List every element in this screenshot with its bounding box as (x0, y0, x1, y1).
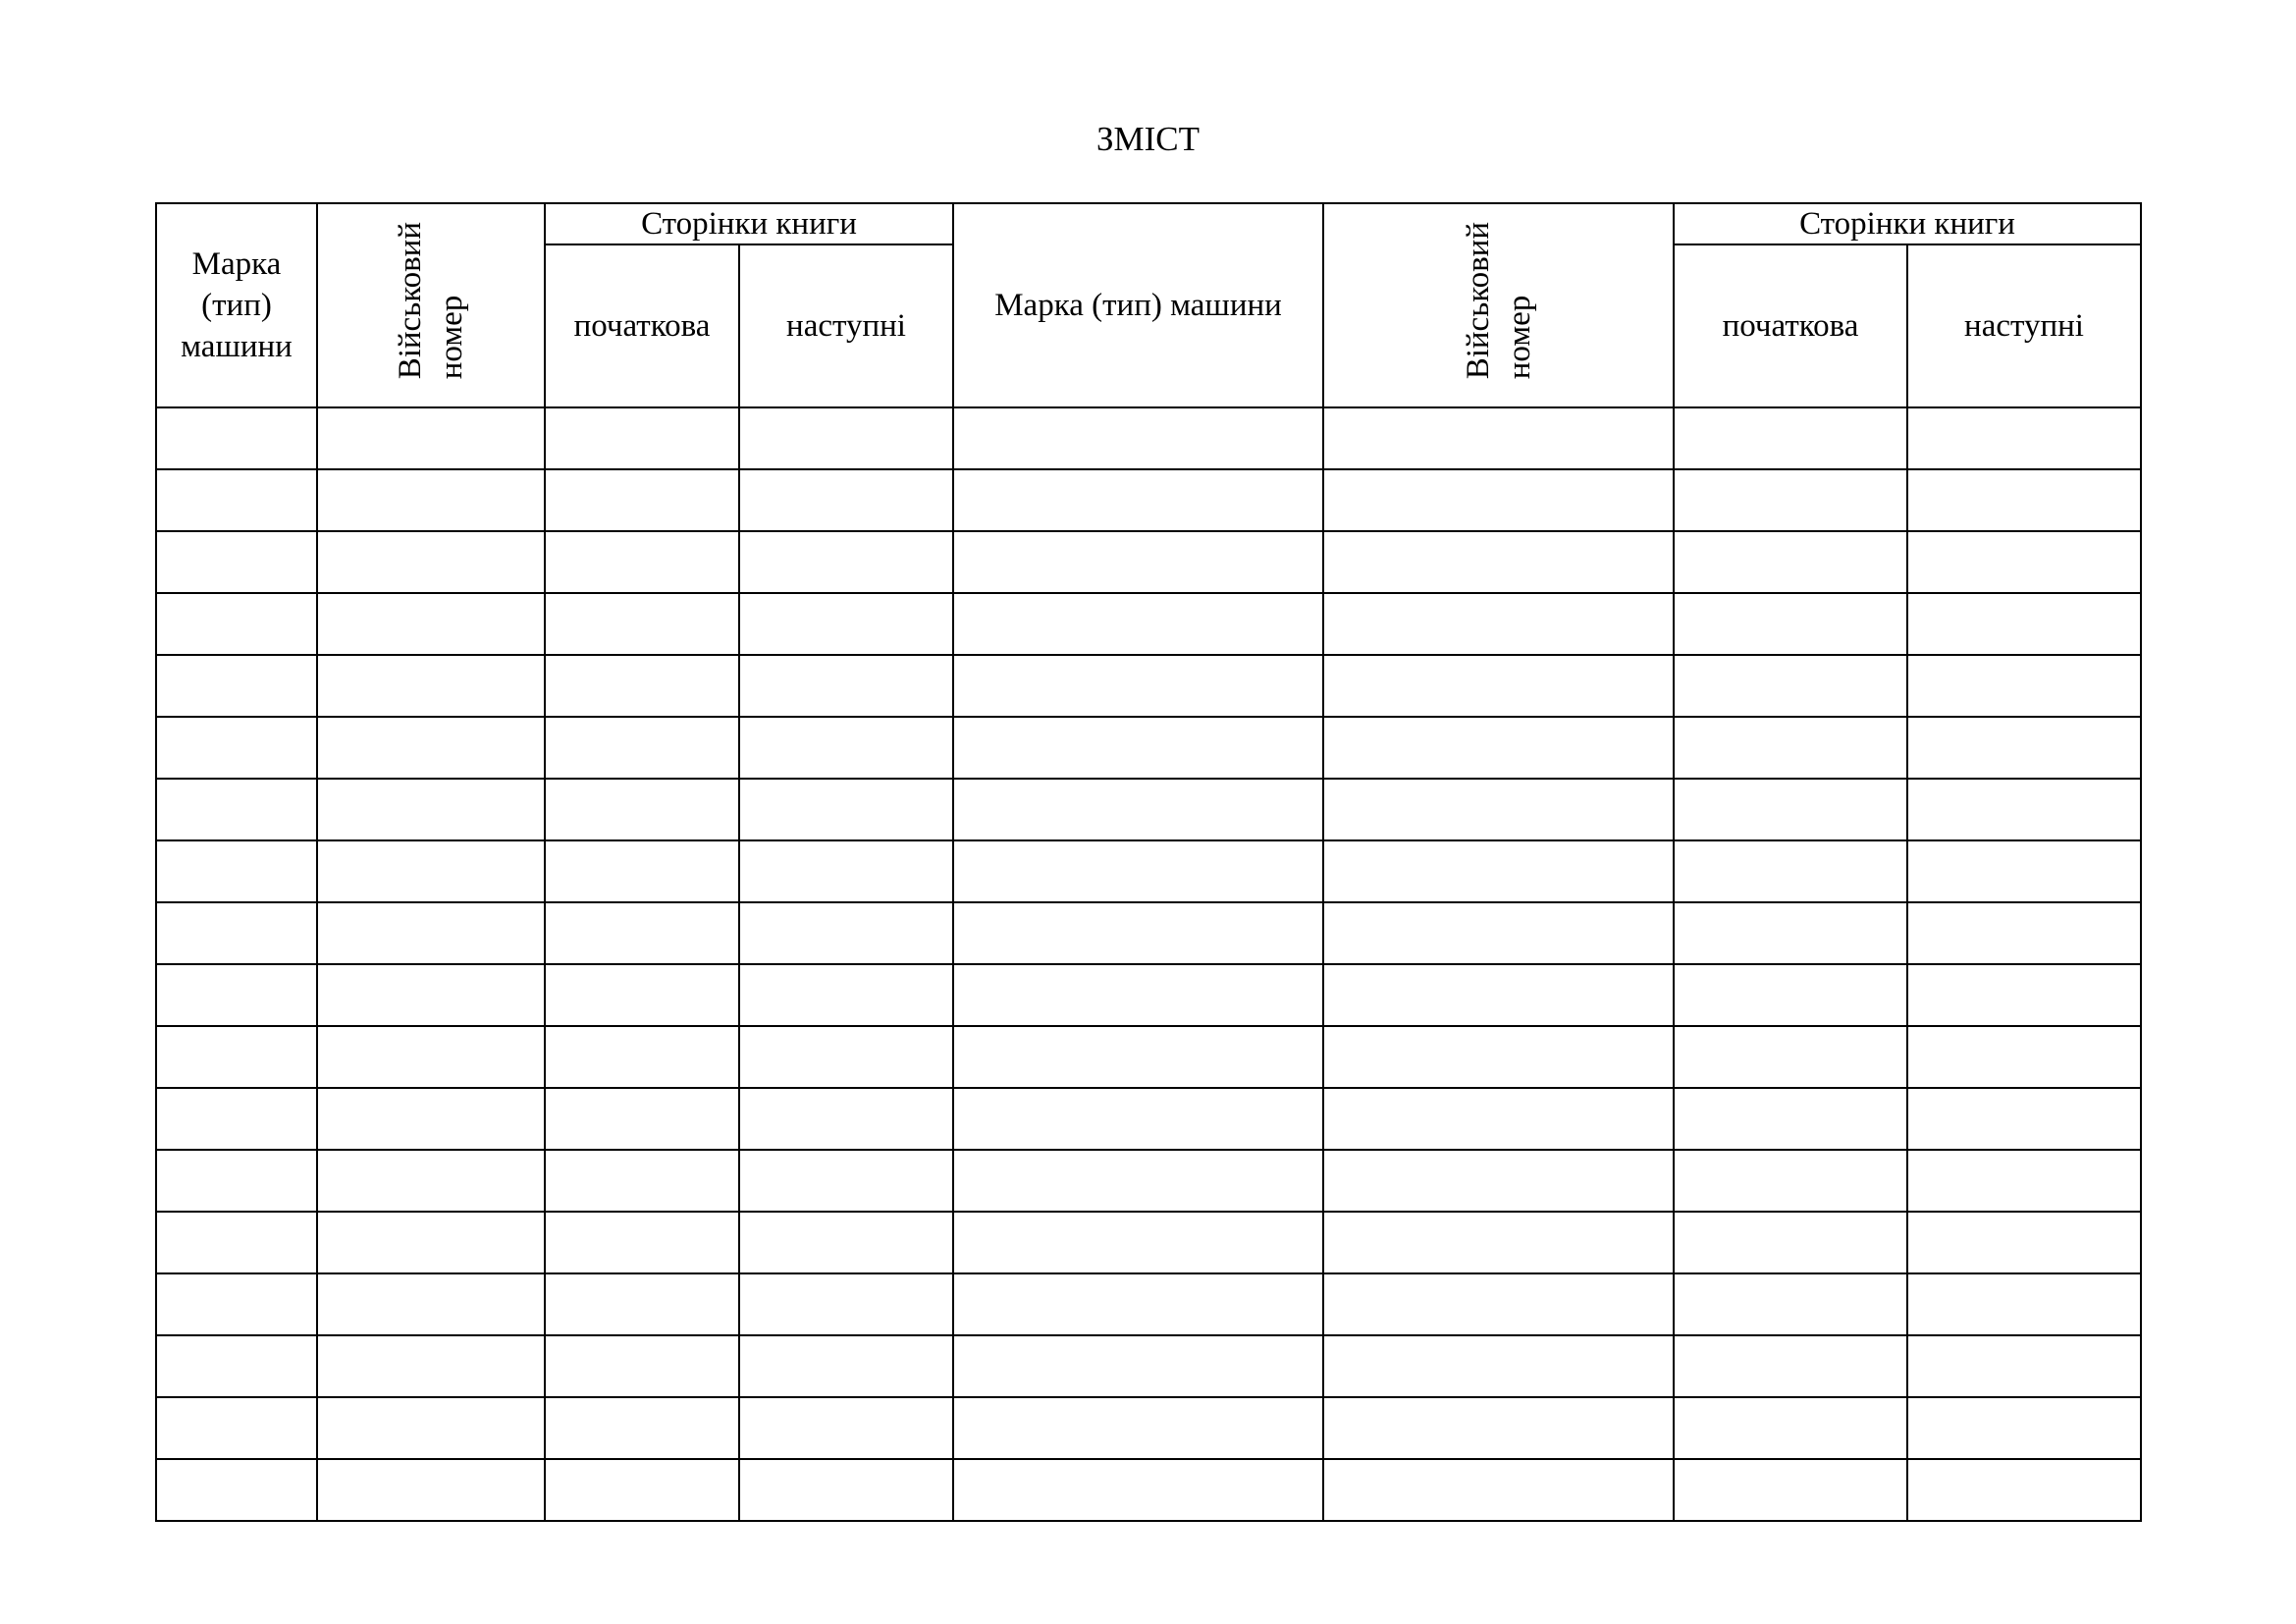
cell-initial-page-left[interactable] (545, 1150, 739, 1212)
cell-initial-page-right[interactable] (1674, 1212, 1907, 1273)
cell-brand-left[interactable] (156, 1459, 317, 1521)
cell-military-number-left[interactable] (317, 1026, 545, 1088)
cell-military-number-right[interactable] (1323, 1088, 1674, 1150)
table-row (156, 407, 2141, 469)
cell-brand-left[interactable] (156, 1212, 317, 1273)
cell-next-pages-right[interactable] (1907, 1335, 2141, 1397)
cell-military-number-right[interactable] (1323, 1397, 1674, 1459)
cell-military-number-left[interactable] (317, 1088, 545, 1150)
cell-next-pages-right[interactable] (1907, 1273, 2141, 1335)
cell-next-pages-left[interactable] (739, 1212, 953, 1273)
header-initial-left: початкова (545, 244, 739, 407)
cell-initial-page-right[interactable] (1674, 1150, 1907, 1212)
cell-brand-right[interactable] (953, 1026, 1323, 1088)
cell-military-number-right[interactable] (1323, 1150, 1674, 1212)
table-row (156, 964, 2141, 1026)
cell-brand-left[interactable] (156, 964, 317, 1026)
cell-military-number-right[interactable] (1323, 655, 1674, 717)
cell-initial-page-left[interactable] (545, 531, 739, 593)
cell-brand-left[interactable] (156, 1397, 317, 1459)
cell-military-number-left[interactable] (317, 655, 545, 717)
cell-next-pages-left[interactable] (739, 407, 953, 469)
header-next-right: наступні (1907, 244, 2141, 407)
cell-next-pages-right[interactable] (1907, 717, 2141, 779)
cell-brand-left[interactable] (156, 1026, 317, 1088)
table-row (156, 1150, 2141, 1212)
cell-military-number-right[interactable] (1323, 1335, 1674, 1397)
cell-military-number-right[interactable] (1323, 717, 1674, 779)
cell-next-pages-right[interactable] (1907, 407, 2141, 469)
cell-next-pages-left[interactable] (739, 1459, 953, 1521)
table-row (156, 469, 2141, 531)
cell-military-number-right[interactable] (1323, 593, 1674, 655)
cell-brand-left[interactable] (156, 593, 317, 655)
cell-next-pages-right[interactable] (1907, 469, 2141, 531)
header-row-top (156, 203, 2141, 244)
header-brand-left (156, 203, 317, 407)
cell-initial-page-left[interactable] (545, 1335, 739, 1397)
cell-military-number-right[interactable] (1323, 964, 1674, 1026)
cell-brand-right[interactable] (953, 1335, 1323, 1397)
table-row (156, 1335, 2141, 1397)
cell-initial-page-right[interactable] (1674, 1026, 1907, 1088)
cell-next-pages-left[interactable] (739, 902, 953, 964)
cell-next-pages-left[interactable] (739, 531, 953, 593)
table-row (156, 531, 2141, 593)
cell-next-pages-left[interactable] (739, 1088, 953, 1150)
table-row (156, 1088, 2141, 1150)
cell-brand-left[interactable] (156, 1150, 317, 1212)
cell-military-number-left[interactable] (317, 469, 545, 531)
cell-military-number-right[interactable] (1323, 469, 1674, 531)
cell-initial-page-left[interactable] (545, 1459, 739, 1521)
cell-next-pages-left[interactable] (739, 1335, 953, 1397)
cell-next-pages-left[interactable] (739, 1273, 953, 1335)
cell-military-number-left[interactable] (317, 964, 545, 1026)
cell-next-pages-right[interactable] (1907, 593, 2141, 655)
cell-initial-page-left[interactable] (545, 593, 739, 655)
cell-initial-page-right[interactable] (1674, 469, 1907, 531)
table-row (156, 1212, 2141, 1273)
cell-military-number-right[interactable] (1323, 1273, 1674, 1335)
cell-brand-left[interactable] (156, 1088, 317, 1150)
cell-brand-right[interactable] (953, 964, 1323, 1026)
cell-initial-page-right[interactable] (1674, 964, 1907, 1026)
table-row (156, 717, 2141, 779)
cell-initial-page-left[interactable] (545, 1088, 739, 1150)
cell-brand-right[interactable] (953, 1459, 1323, 1521)
cell-brand-right[interactable] (953, 840, 1323, 902)
table-row (156, 902, 2141, 964)
cell-brand-right[interactable] (953, 531, 1323, 593)
header-next-left: наступні (739, 244, 953, 407)
cell-brand-right[interactable] (953, 655, 1323, 717)
cell-brand-right[interactable] (953, 1212, 1323, 1273)
cell-brand-right[interactable] (953, 717, 1323, 779)
cell-initial-page-left[interactable] (545, 902, 739, 964)
cell-next-pages-left[interactable] (739, 964, 953, 1026)
cell-brand-right[interactable] (953, 407, 1323, 469)
cell-next-pages-right[interactable] (1907, 1212, 2141, 1273)
cell-initial-page-left[interactable] (545, 1026, 739, 1088)
cell-initial-page-right[interactable] (1674, 717, 1907, 779)
cell-military-number-right[interactable] (1323, 531, 1674, 593)
cell-next-pages-right[interactable] (1907, 964, 2141, 1026)
cell-initial-page-left[interactable] (545, 407, 739, 469)
cell-military-number-left[interactable] (317, 1397, 545, 1459)
cell-military-number-right[interactable] (1323, 1026, 1674, 1088)
cell-next-pages-right[interactable] (1907, 1397, 2141, 1459)
cell-initial-page-right[interactable] (1674, 1088, 1907, 1150)
table-row (156, 840, 2141, 902)
cell-military-number-left[interactable] (317, 1459, 545, 1521)
cell-next-pages-right[interactable] (1907, 1459, 2141, 1521)
cell-brand-left[interactable] (156, 902, 317, 964)
cell-initial-page-left[interactable] (545, 1212, 739, 1273)
cell-military-number-left[interactable] (317, 902, 545, 964)
cell-brand-left[interactable] (156, 1273, 317, 1335)
cell-next-pages-left[interactable] (739, 1397, 953, 1459)
cell-military-number-right[interactable] (1323, 779, 1674, 840)
cell-brand-right[interactable] (953, 469, 1323, 531)
cell-military-number-left[interactable] (317, 531, 545, 593)
cell-brand-right[interactable] (953, 902, 1323, 964)
cell-initial-page-left[interactable] (545, 717, 739, 779)
header-military-number-left (317, 203, 545, 407)
table-row (156, 1273, 2141, 1335)
cell-brand-right[interactable] (953, 779, 1323, 840)
cell-initial-page-left[interactable] (545, 469, 739, 531)
header-pages-left: Сторінки книги (545, 203, 953, 244)
header-military-number-left-label: Військовий номер (393, 221, 469, 380)
cell-initial-page-left[interactable] (545, 779, 739, 840)
cell-next-pages-right[interactable] (1907, 840, 2141, 902)
cell-brand-left[interactable] (156, 655, 317, 717)
cell-next-pages-right[interactable] (1907, 902, 2141, 964)
cell-brand-right[interactable] (953, 593, 1323, 655)
cell-next-pages-left[interactable] (739, 779, 953, 840)
cell-brand-left[interactable] (156, 1335, 317, 1397)
cell-initial-page-right[interactable] (1674, 840, 1907, 902)
cell-initial-page-right[interactable] (1674, 1335, 1907, 1397)
table-row (156, 779, 2141, 840)
cell-military-number-right[interactable] (1323, 407, 1674, 469)
contents-table (155, 202, 2142, 1522)
cell-brand-left[interactable] (156, 840, 317, 902)
table-row (156, 655, 2141, 717)
cell-next-pages-right[interactable] (1907, 779, 2141, 840)
cell-brand-left[interactable] (156, 469, 317, 531)
cell-brand-left[interactable] (156, 779, 317, 840)
cell-military-number-left[interactable] (317, 1273, 545, 1335)
header-pages-right: Сторінки книги (1674, 203, 2141, 244)
cell-next-pages-left[interactable] (739, 655, 953, 717)
cell-next-pages-left[interactable] (739, 717, 953, 779)
page-title: ЗМІСТ (1095, 120, 1201, 158)
cell-initial-page-right[interactable] (1674, 1459, 1907, 1521)
header-military-number-right-label: Військовий номер (1460, 221, 1537, 380)
cell-military-number-left[interactable] (317, 1150, 545, 1212)
cell-next-pages-right[interactable] (1907, 1150, 2141, 1212)
cell-initial-page-left[interactable] (545, 1397, 739, 1459)
cell-brand-right[interactable] (953, 1150, 1323, 1212)
cell-brand-left[interactable] (156, 407, 317, 469)
cell-initial-page-right[interactable] (1674, 407, 1907, 469)
cell-military-number-right[interactable] (1323, 1459, 1674, 1521)
cell-next-pages-right[interactable] (1907, 655, 2141, 717)
cell-initial-page-right[interactable] (1674, 902, 1907, 964)
header-brand-left-label: Марка (тип) машини (181, 246, 293, 364)
cell-next-pages-left[interactable] (739, 593, 953, 655)
cell-military-number-left[interactable] (317, 1335, 545, 1397)
cell-initial-page-right[interactable] (1674, 1397, 1907, 1459)
cell-initial-page-left[interactable] (545, 1273, 739, 1335)
cell-brand-right[interactable] (953, 1088, 1323, 1150)
header-military-number-right (1323, 203, 1674, 407)
cell-brand-left[interactable] (156, 531, 317, 593)
table-row (156, 593, 2141, 655)
header-initial-right: початкова (1674, 244, 1907, 407)
cell-next-pages-left[interactable] (739, 1150, 953, 1212)
table-header (156, 203, 2141, 407)
cell-next-pages-right[interactable] (1907, 1088, 2141, 1150)
cell-initial-page-left[interactable] (545, 655, 739, 717)
cell-next-pages-right[interactable] (1907, 1026, 2141, 1088)
table-row (156, 1459, 2141, 1521)
cell-initial-page-right[interactable] (1674, 593, 1907, 655)
cell-military-number-right[interactable] (1323, 1212, 1674, 1273)
table-row (156, 1026, 2141, 1088)
cell-military-number-left[interactable] (317, 717, 545, 779)
cell-initial-page-left[interactable] (545, 964, 739, 1026)
cell-military-number-left[interactable] (317, 593, 545, 655)
cell-next-pages-left[interactable] (739, 840, 953, 902)
cell-brand-right[interactable] (953, 1397, 1323, 1459)
cell-initial-page-right[interactable] (1674, 779, 1907, 840)
cell-next-pages-left[interactable] (739, 469, 953, 531)
cell-brand-left[interactable] (156, 717, 317, 779)
cell-military-number-right[interactable] (1323, 840, 1674, 902)
table-body (156, 407, 2141, 1521)
cell-initial-page-right[interactable] (1674, 655, 1907, 717)
cell-military-number-left[interactable] (317, 407, 545, 469)
table-row (156, 1397, 2141, 1459)
cell-next-pages-left[interactable] (739, 1026, 953, 1088)
cell-brand-right[interactable] (953, 1273, 1323, 1335)
cell-next-pages-right[interactable] (1907, 531, 2141, 593)
cell-initial-page-right[interactable] (1674, 531, 1907, 593)
cell-initial-page-left[interactable] (545, 840, 739, 902)
header-brand-right: Марка (тип) машини (953, 203, 1323, 407)
cell-military-number-right[interactable] (1323, 902, 1674, 964)
cell-military-number-left[interactable] (317, 779, 545, 840)
cell-military-number-left[interactable] (317, 1212, 545, 1273)
cell-military-number-left[interactable] (317, 840, 545, 902)
cell-initial-page-right[interactable] (1674, 1273, 1907, 1335)
